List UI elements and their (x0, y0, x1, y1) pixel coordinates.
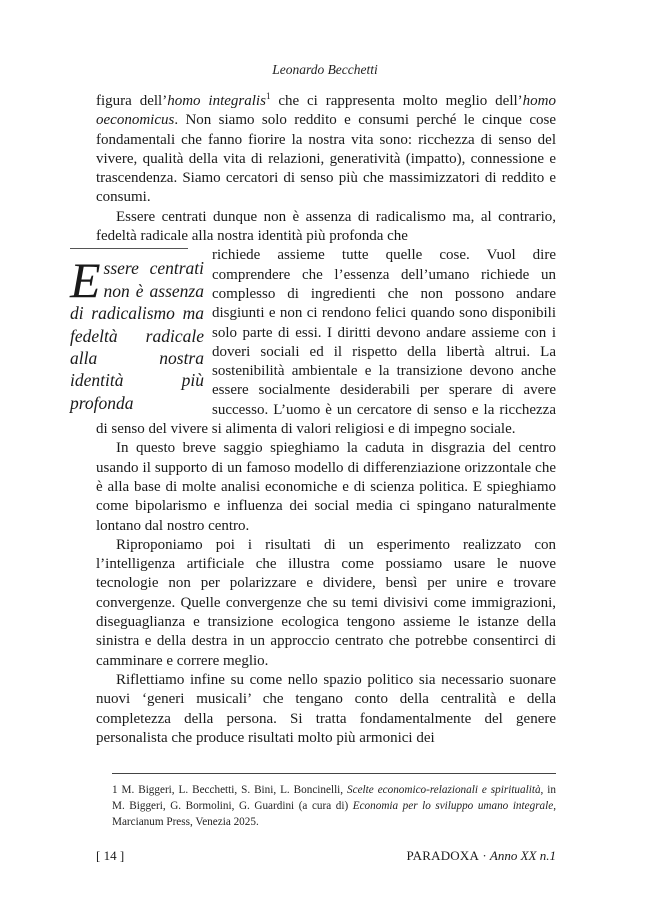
pull-quote (70, 246, 204, 414)
body-text (70, 91, 557, 748)
drop-cap: E (70, 252, 101, 309)
footnote-text: , in M. Biggeri, G. Bormolini, G. Guardini (a cura di) (112, 784, 556, 812)
footnote-title: Scelte economico-relazionali e spiritualità (347, 784, 541, 796)
page-number: [ 14 ] (96, 848, 125, 863)
journal-name: PARADOXA (406, 848, 480, 863)
paragraph-1 (96, 92, 556, 208)
text-run: . Non siamo solo reddito e consumi perché le cinque cose fondamentali che fanno fiorire la nostra vita sono: ricchezza di senso del vivere, qualità della vita di relazioni, generatività (impatto), connessione e trascendenza. Siamo cercatori di senso più che massimizzatori di reddito e consumi. (96, 112, 556, 206)
paragraph-2-start: Essere centrati dunque non è assenza di radicalismo ma, al contrario, fedeltà radicale alla nostra identità più profonda che (96, 208, 556, 245)
text-run: figura dell’ (96, 93, 168, 109)
footnote (112, 773, 556, 830)
paragraph-3: In questo breve saggio spieghiamo la caduta in disgrazia del centro usando il supporto di un famoso modello di differenziazione orizzontale che è alla base di molte analisi economiche e di scienza politica. E spieghiamo come bipolarismo e influenza dei social media ci spingano naturalmente lontano dal nostro centro. (96, 440, 556, 534)
footnote-ref: 1 (265, 91, 271, 101)
text-run-italic: homo oeconomicus (96, 93, 557, 129)
pull-quote-text (70, 252, 204, 414)
journal-footer (406, 848, 556, 864)
footnote-text: 1 M. Biggeri, L. Becchetti, S. Bini, L. Boncinelli, (112, 784, 348, 796)
text-run-italic: homo integralis (167, 93, 266, 109)
paragraph-5: Riflettiamo infine su come nello spazio politico sia necessario suonare nuovi ‘generi musicali’ che tengano conto della centralità e della completezza della persona. Si tratta fondamentalmente del genere personalista che produce risultati molto più armonici dei (96, 671, 556, 746)
footnote-text: , Marcianum Press, Venezia 2025. (112, 800, 557, 828)
separator: · (479, 848, 490, 863)
pull-quote-rule (70, 248, 188, 249)
text-run: che ci rappresenta molto meglio dell’ (270, 93, 523, 109)
issue-label: Anno XX n.1 (489, 848, 556, 863)
footnote-title: Economia per lo sviluppo umano integrale (352, 800, 554, 812)
running-head: Leonardo Becchetti (272, 62, 378, 77)
pull-quote-body: ssere centrati non è assenza di radicalismo ma fedeltà radicale alla nostra identità più profonda (70, 258, 204, 413)
paragraph-2-rest: richiede assieme tutte quelle cose. Vuol dire comprendere che l’essenza dell’umano richiede un complesso di ingredienti che non possono andare disgiunti e non ci rendono felici quando sono disponibili solo parte di essi. I diritti devono andare assieme con i doveri sociali ed il rispetto della libertà altrui. La sostenibilità ambientale e la transizione devono anche essere socialmente desiderabili per sperare di avere successo. L’uomo è un cercatore di senso e la ricchezza di senso del vivere si alimenta di valori religiosi e di impegno sociale. (96, 247, 556, 438)
paragraph-4: Riproponiamo poi i risultati di un esperimento realizzato con l’intelligenza artificiale che illustra come possiamo usare le nuove tecnologie non per polarizzare e dividere, bensì per unire e trovare convergenze. Quelle convergenze che su temi divisivi come immigrazioni, diseguaglianza e transizione ecologica tengono assieme le istanze della sinistra e della destra in un approccio centrato che potrebbe consentirci di camminare e correre meglio. (96, 536, 556, 669)
